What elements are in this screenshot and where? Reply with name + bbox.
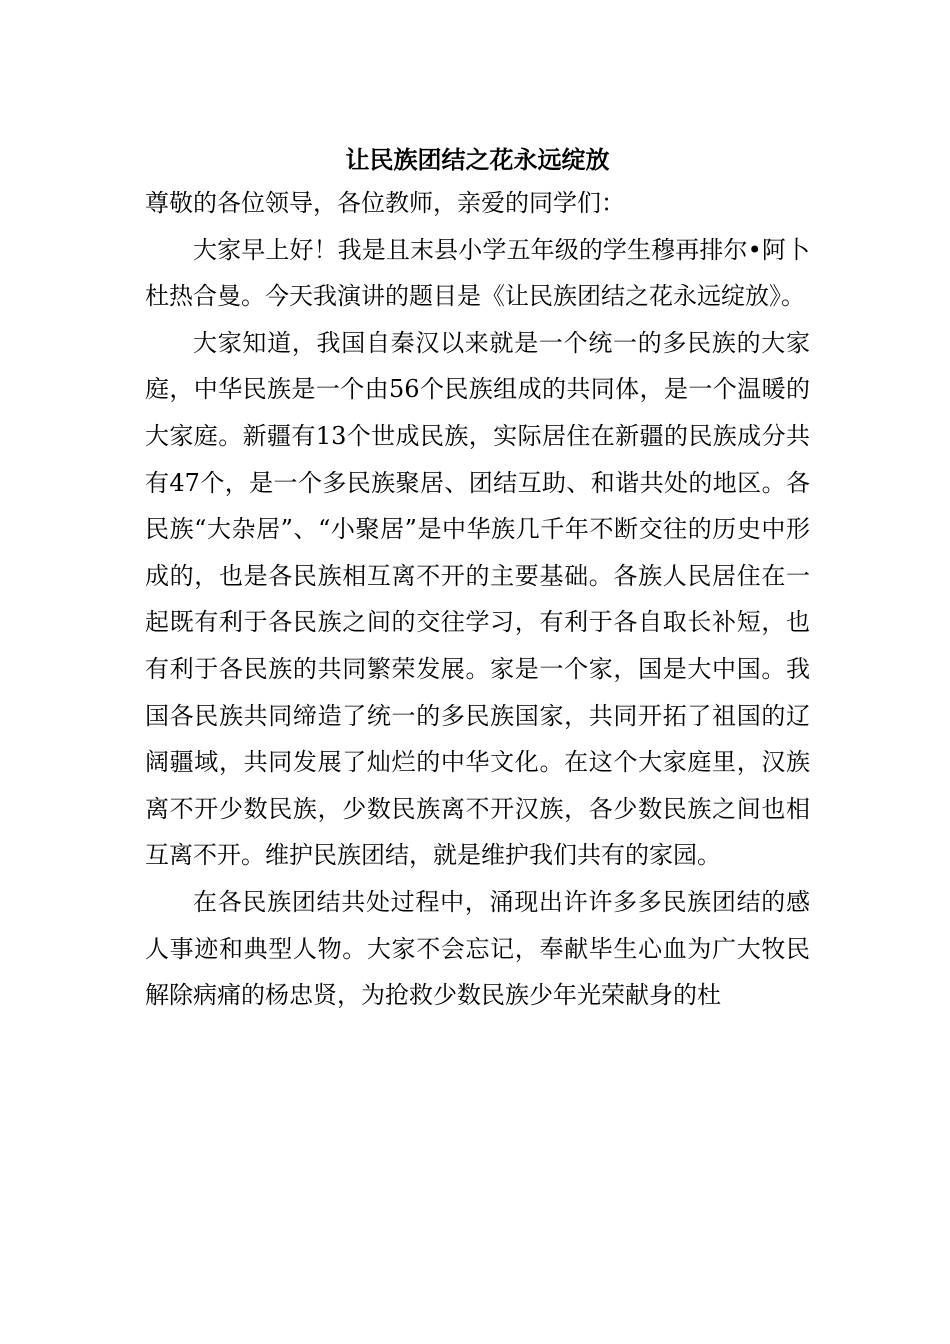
paragraph-examples: 在各民族团结共处过程中，涌现出许许多多民族团结的感人事迹和典型人物。大家不会忘记，奉献毕生心血为广大牧民解除病痛的杨忠贤，为抢救少数民族少年光荣献身的杜	[145, 887, 810, 1010]
salutation: 尊敬的各位领导，各位教师，亲爱的同学们：	[145, 189, 625, 217]
paragraph-greeting: 大家早上好！我是且末县小学五年级的学生穆再排尔•阿卜杜热合曼。今天我演讲的题目是《让民族团结之花永远绽放》。	[145, 235, 810, 311]
document-page	[145, 140, 810, 1019]
document-title: 让民族团结之花永远绽放	[345, 145, 610, 174]
paragraph-unity: 大家知道，我国自秦汉以来就是一个统一的多民族的大家庭，中华民族是一个由56个民族组成的共同体，是一个温暖的大家庭。新疆有13个世成民族，实际居住在新疆的民族成分共有47个，是一个多民族聚居、团结互助、和谐共处的地区。各民族“大杂居”、“小聚居”是中华族几千年不断交往的历史中形成的，也是各民族相互离不开的主要基础。各族人民居住在一起既有利于各民族之间的交往学习，有利于各自取长补短，也有利于各民族的共同繁荣发展。家是一个家，国是大中国。我国各民族共同缔造了统一的多民族国家，共同开拓了祖国的辽阔疆域，共同发展了灿烂的中华文化。在这个大家庭里，汉族离不开少数民族，少数民族离不开汉族，各少数民族之间也相互离不开。维护民族团结，就是维护我们共有的家园。	[145, 328, 810, 870]
